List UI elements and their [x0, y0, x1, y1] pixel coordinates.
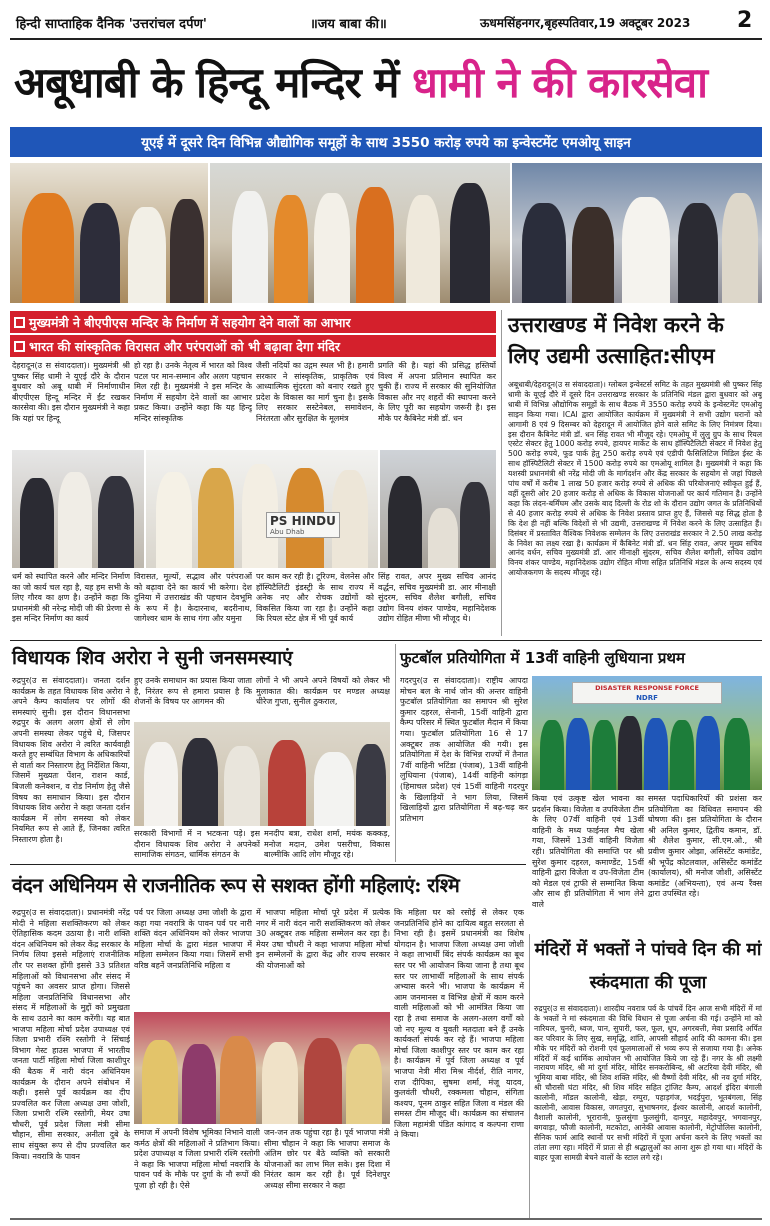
lead-bottom-col-1: धर्म को स्थापित करने और मन्दिर निर्माण का जो कार्य चल रहा है, यह हम सभी के लिए गौरव का क्षण है। उन्होंने कहा कि प्रधानमंत्री श्री नरेन्द्र मोदी जी की प्रेरणा से इस मन्दिर निर्माण का कार्य	[12, 572, 130, 624]
lead-headline	[14, 42, 762, 124]
lead-col-1: देहरादून(उ स संवाददाता)। मुख्यमंत्री श्री पुष्कर सिंह धामी ने यूएई दौरे के दौरान बुधवार को अबू धाबी में निर्माणाधीन बीएपीएस हिन्दू मन्दिर में ईंट रखकर कारसेवा की। इस दौरान मुख्यमंत्री ने कहा कि यहां पर हिन्दू	[12, 361, 130, 423]
masthead-dateline: ऊधमसिंहनगर,बृहस्पतिवार,19 अक्टूबर 2023	[480, 16, 691, 30]
football-photo	[532, 676, 762, 790]
women-col-4: कि महिला घर को रसोई से लेकर एक जनप्रतिनिधि होने का दायित्व बहुत सरलता से निभा रही है। इसमें प्रधानमंत्री का विशेष योगदान है। भाजपा जिला अध्यक्ष उमा जोशी ने कहा लाभार्थी बिंद संपर्क कार्यक्रम का बूथ स्तर पर भी आयोजन किया जाना है तथा बूथ स्तर पर लाभार्थी महिलाओं के साथ संपर्क अभ्यास करने भी। भाजपा के कार्यक्रम में आम जनमानस व विभिन्न क्षेत्रों में काम करने वाली महिलाओं को भी आमंत्रित किया जा रहा है तथा समाज के अलग-अलग वर्गों को जो नए मूल्य व युवती मतदाता बने हैं उनके कार्यकर्ता संपर्क कर रहे हैं। भाजपा महिला मोर्चा जिला काशीपुर स्तर पर काम कर रहा है। कार्यक्रम में पूर्व जिला अध्यक्ष व पूर्व भाजपा नेत्री मीरा मिश्र नीर्दर्श, रीति नागर, राज दीपिका, सुषमा शर्मा, मंजू यादव, कुलवंती चौधरी, रक्कमला चौहान, संगिता कश्यप, पूनम ठाकुर सहित जिला व मंडल की समस्त टीम मौजूद थी। कार्यक्रम का संचालन जिला महामंत्री पंडित कांगाद व कल्पना राणा ने किया।	[394, 908, 524, 1140]
women-headline: वंदन अधिनियम से राजनीतिक रूप से सशक्त होंगी महिलाएं: रश्मि	[12, 874, 460, 897]
lead-subhead-bar	[10, 127, 762, 157]
lead-photo-2	[210, 163, 510, 303]
mandir-body: रुद्रपुर(उ स संवाददाता)। शारदीय नवरात्र पर्व के पांचवें दिन आज सभी मंदिरों में मां के भक्तों ने मां स्कंदमाता की विधि विधान से पूजा अर्चना की गई। उन्होंने मां को नारियल, चुनरी, ध्वज, पान, सुपारी, फल, फूल, धूप, अगरबत्ती, मेवा प्रसादि अर्पित कर परिवार के लिए सुख, समृद्धि, शांति, आपसी सौहार्द आदि की कामना की। इस मौके पर मंदिरों को रोशनी एवं फूलमालाओं से भव्य रूप से सजाया गया है। अनेक मंदिरों में कई धार्मिक आयोजन भी आयोजित किये जा रहे हैं। नगर के श्री लक्ष्मी नारायण मंदिर, श्री मां दुर्गा मंदिर, मोदिर सनकरोबिन्द, श्री अटरिया देवी मंदिर, श्री भूमिया बाबा मंदिर, श्री शिव शक्ति मंदिर, श्री वैष्णों देवी मंदिर, श्री नव दुर्गा मंदिर, श्री चौरासी घंटा मंदिर, श्री शिव मंदिर सहित ट्रांजिट कैम्प, आदर्श इंदिरा बंगाली कालोनी, मॉडल कालोनी, खेड़ा, रम्पुरा, पहाड़गंज, भदईपुरा, भूतबंगला, सिंह कालोनी, आवास विकास, जगतपुरा, सुभाषनगर, ईश्वर कालोनी, आदर्श कालोनी, वैशाली कालोनी, भूरारानी, फुलसुंगा फुलसुंगी, दानपुर, महादेवपुर, भगवानपुर, बगवाड़ा, फौजी कालोनी, मटकोटा, आनेकी आवास कालोनी, मेट्रोपोलिस कालोनी, सैनिक फार्म आदि स्थानों पर सभी मंदिरों में पूजा अर्चना करने के लिए भक्तों का तांता लगा रहा। मंदिरों में प्रातः से ही श्रद्धालुओं का आना शुरू हो गया था। मंदिरों के बाहर पूजा सामग्री बेचने वालों के स्टाल लगे रहे।	[534, 1004, 762, 1162]
masthead-title: हिन्दी साप्ताहिक दैनिक 'उत्तरांचल दर्पण'	[16, 17, 207, 32]
women-photo	[134, 1012, 390, 1124]
lead-col-3: जैसी नदियों का उद्गम स्थल भी है। हमारी सरकार ने सांस्कृतिक, प्राकृतिक एवं आध्यात्मिक सुंदरता को बनाए रखते हुए प्रदेश के विकास का मार्ग चुना है। इसके लिए सरकार सस्टेनेबल, समावेशन, निरंतरता और सुरक्षित के मूलमंत्र	[256, 361, 374, 423]
investment-headline: उत्तराखण्ड में निवेश करने के लिए उद्यमी उत्साहित:सीएम	[508, 313, 724, 368]
lead-bottom-col-4: सिंह रावत, अपर मुख्य सचिव आनंद वर्द्धन, सचिव मुख्यमंत्री डा. आर मीनाक्षी सुंदरम, सचिव शैलेश बगौली, सचिव उद्योग विनय शंकर पाण्डेय, महानिदेशक उद्योग रोहित मीणा भी मौजूद थे।	[378, 572, 496, 624]
mla-photo	[134, 722, 390, 826]
women-col-3b: जन-जन तक पहुंचा रहा है। पूर्व भाजपा मंत्री सीमा चौहान ने कहा कि भाजपा समाज के अंतिम छोर पर बैठे व्यक्ति को सरकारी योजनाओं का लाभ मिल सके। इस दिशा में निरंतर काम कर रही है। पूर्व दिनेशपुर अध्यक्ष सीमा सरकार ने कहा	[264, 1128, 390, 1190]
football-headline: फुटबॉल प्रतियोगिता में 13वीं वाहिनी लुधियाना प्रथम	[400, 649, 685, 667]
women-col-3: में भाजपा महिला मोर्चा पूरे प्रदेश में प्रत्येक नगर में नारी वंदन नारी सशक्तिकरण को लेकर 30 अक्टूबर तक महिला सम्मेलन कर रहा है। मेयर उषा चौधरी ने कहा भाजपा महिला मोर्चा इन सम्मेलनों के द्वारा केंद्र और राज्य सरकार की योजनाओं को	[256, 908, 390, 970]
lead-photo-1	[10, 163, 208, 303]
football-col-1: गदरपुर(उ स संवाददाता)। राष्ट्रीय आपदा मोचन बल के नार्थ जोन की अन्तर वाहिनी फुटबॉल प्रतियोगिता का समापन श्री सुरेश कुमार दहरल, सेनानी, 15वीं वाहिनी द्वारा कैम्प परिसर में स्थित फुटबॉल मैदान में किया गया। फुटबॉल प्रतियोगिता 16 से 17 अक्टूबर तक आयोजित की गयी। इस प्रतियोगिता में देश के विभिन्न राज्यों में तैनात 7वीं वाहिनी भटिंडा (पंजाब), 13वीं वाहिनी लुधियाना (पंजाब), 14वीं वाहिनी कांगड़ा (हिमाचल प्रदेश) एवं 15वीं वाहिनी गदरपुर के खिलाड़ियों ने भाग लिया, जिसमें खिलाड़ियों द्वारा प्रतियोगिता में बढ़-चढ़ कर प्रतिभाग	[400, 676, 528, 823]
lead-headline-part1: अबूधाबी के हिन्दू मन्दिर में	[14, 58, 399, 107]
mla-col-2b: सरकारी विभागों में न भटकना पड़े। इस दौरान विधायक शिव अरोरा ने अपनेकों सामाजिक संगठन, धार्मिक संगठन के	[134, 829, 260, 860]
lead-col-2: हो रहा है। उनके नेतृत्व में भारत को विश्व पटल पर मान-सम्मान और अलग पहचान मिल रही है। मुख्यमंत्री ने इस मन्दिर के निर्माण में सहयोग देने वालों का आभार प्रकट किया। उन्होंने कहा कि यह हिन्दू मन्दिर सांस्कृतिक	[134, 361, 252, 423]
lead-subhead: यूएई में दूसरे दिन विभिन्न औद्योगिक समूहों के साथ 3550 करोड़ रुपये का इन्वेस्टमेंट एमओयू साइन	[141, 135, 631, 151]
footer-rule	[10, 1218, 762, 1220]
women-col-1: रुद्रपुर(उ स संवाददाता)। प्रधानमंत्री नरेंद्र मोदी ने महिला सशक्तिकरण को लेकर ऐतिहासिक कदम उठाया है। नारी शक्ति वंदन अधिनियम को लेकर केंद्र सरकार के निर्णय लिया इससे महिलाएं राजनीतिक तौर पर सशक्त होंगी इससे 33 प्रतिशत महिलाओं को विधानसभा और संसद में पहुंचने का अवसर प्राप्त होगा। जिससे महिला जनप्रतिनिधि विधानसभा और संसद में महिलाओं के मुद्दों को प्रमुखता के साथ उठाने का काम करेंगी। यह बात भाजपा महिला मोर्चा प्रदेश उपाध्यक्ष एवं जिला प्रभारी रश्मि रस्तोगी ने सिंचाई विभाग गेस्ट हाउस भाजपा में भारतीय जनता पार्टी महिला मोर्चा जिला काशीपुर की बैठक में नारी वंदन अधिनियम कार्यक्रम के दौरान अपने संबोधन में कही। इससे पूर्व कार्यक्रम का दीप प्रज्वलित कर जिला अध्यक्ष उमा जोशी, जिला प्रभारी रश्मि रस्तोगी, मेयर उषा चौधरी, पूर्व प्रदेश जिला मंत्री सीमा चौहान, सीमा सरकार, अनीता दुबे के साथ संयुक्त रूप से दीप प्रज्वलित कर किया। नवरात्रि के पावन	[12, 908, 130, 1161]
masthead-motto: ॥जय बाबा की॥	[310, 17, 387, 32]
mandir-headline: मंदिरों में भक्तों ने पांचवे दिन की मां स्कंदमाता की पूजा	[534, 940, 762, 993]
lead-photo-4	[12, 450, 144, 568]
photo-banner: DISASTER RESPONSE FORCE NDRF	[572, 682, 722, 704]
lead-headline-part2: धामी ने की कारसेवा	[412, 58, 707, 107]
lead-kicker-1: मुख्यमंत्री ने बीएपीएस मन्दिर के निर्माण में सहयोग देने वालों का आभार	[10, 311, 496, 333]
lead-col-4: प्रगति की है। यहां की प्रसिद्ध हस्तियों विश्व में अपना प्रतिमान स्थापित कर चुकी हैं। राज्य में सरकार की सुनियोजित विकास और नए शहरों की स्थापना करने के लिए पूरी का सहयोग जरूरी है। इस मौके पर कैबिनेट मंत्री डॉ. धन	[378, 361, 496, 423]
masthead	[10, 8, 762, 38]
mla-col-2: हुए उनके समाधान का प्रयास किया जाता है, निरंतर रूप से हमारा प्रयास है कि शेजनों के विषय पर आगमन की	[134, 676, 252, 707]
football-col-2: किया एवं उत्कृष्ट खेल भावना का प्रदर्शन किया। विजेता व उपविजेता टीम के लिए 07वीं वाहिनी एवं 13वीं वाहिनी के मध्य फाईनल मैच खेला गया, जिसमें 13वीं वाहिनी विजेता रही। प्रतियोगिता की समाप्ति पर श्री सुरेश कुमार दहरल, कमाण्डेंट, 15वीं वाहिनी द्वारा विजेता व उप-विजेता टीम को मेडल एवं ट्राफी से सम्मानित किया और साथ ही प्रतियोगिता में भाग लेने वाले	[532, 794, 644, 909]
lead-bottom-col-2: विरासत, मूल्यों, सद्भाव और परंपराओं को बढ़ावा देने का कार्य भी करेगा। देश दुनिया में उत्तराखंड की पहचान देवभूमि के रूप में है। केदारनाथ, बदरीनाथ, जागेश्वर धाम के साथ गंगा और यमुना	[134, 572, 252, 624]
football-col-3: समस्त पदाधिकारियों की प्रशंसा कर प्रतियोगिता का विधिवत समापन की घोषणा की। इस प्रतियोगिता के दौरान श्री अनिल कुमार, द्वितीय कमान, डॉ. श्री शैलेश कुमार, सी.एम.ओ., श्री प्रवीण कुमार ओझा, असिस्टेंट कमांडेंट, श्री भूपेंद्र कोटलवाल, असिस्टेंट कमांडेंट (कार्यालय), श्री मनोज जोशी, असिस्टेंट कमांडेंट (अभियन्ता), एवं अन्य रैंक्स द्वारा उपस्थित रहे।	[648, 794, 762, 899]
lead-kicker-2: भारत की सांस्कृतिक विरासत और परंपराओं को भी बढ़ावा देगा मंदिर	[10, 335, 496, 357]
lead-bottom-col-3: पर काम कर रही है। टूरिज्म, वेलनेस और हॉस्पिटैलिटी इंडस्ट्री के साथ राज्य में अनेक नए और रोचक उद्योगों को विकसित किया जा रहा है। उन्होंने कहा कि रियल स्टेट क्षेत्र में भी पूर्व कार्य	[256, 572, 374, 624]
photo-sign: PS HINDU Abu Dhab	[266, 512, 340, 538]
investment-body: अबूधाबी/देहरादून(उ स संवाददाता)। ग्लोबल इन्वेस्टर्स समिट के तहत मुख्यमंत्री श्री पुष्कर सिंह धामी के यूएई दौरे में दूसरे दिन उत्तराखण्ड सरकार के प्रतिनिधि मंडल द्वारा बुधवार को अबू धाबी में विभिन्न औद्योगिक समूहों के साथ बैठक में 3550 करोड़ रुपये के इन्वेस्टमेंट एमओयू साइन किया गया। ICAI द्वारा आयोजित कार्यक्रम में मुख्यमंत्री ने सभी उद्योग घरानों को आगामी 8 एवं 9 दिसम्बर को देहरादून में आयोजित होने वाले समिट के लिए निमंत्रण दिया। इस दौरान कैबिनेट मंत्री डॉ. धन सिंह रावत भी मौजूद रहे। एमओयू में लुलु ग्रुप के साथ रियल एस्टेट सेक्टर हेतु 1000 करोड़ रुपये, हायपर मार्केट के साथ हॉस्पिटैलिटी सेक्टर में निवेश हेतु 500 करोड़ रुपये, फूड पार्क हेतु 250 करोड़ रुपये एवं एडीपी फैसिलिटिज मिडिल ईस्ट के साथ हॉस्पिटैलिटी सेक्टर में 1500 करोड़ रुपये का एमओयू शामिल है। मुख्यमंत्री ने कहा कि यशस्वी प्रधानमंत्री श्री नरेंद्र मोदी जी के मार्गदर्शन और केंद्र सरकार के सहयोग से जहां पिछले पांच वर्षों में करीब 1 लाख 50 हजार करोड़ रुपये से अधिक की परियोजनाएं स्वीकृत हुई हैं, वहीं दूसरी ओर 20 हजार करोड़ से अधिक के विकास योजनाओं पर कार्य गतिमान है। उन्होंने कहा कि लंदन-बर्मिंघम और उसके बाद दिल्ली के रोड शो के दौरान उद्योग जगत के प्रतिनिधियों से 40 हजार करोड़ रुपये से अधिक के निवेश प्रस्ताव प्राप्त हुए हैं, जिससे यह सिद्ध होता है कि देश ही नहीं बल्कि विदेशों से भी उद्यमी, उत्तराखण्ड में निवेश करने के लिए उत्साहित हैं। दिसंबर में प्रस्तावित वैश्विक निवेशक सम्मेलन के लिए उत्तराखंड सरकार ने 2.50 लाख करोड़ के निवेश का लक्ष्य रखा है। कार्यक्रम में कैबिनेट मंत्री डॉ. धन सिंह रावत, अपर मुख्य सचिव आनंद वर्धन, सचिव मुख्यमंत्री डॉ. आर मीनाक्षी सुंदरम, सचिव शैलेश बगौली, सचिव उद्योग विनय शंकर पाण्डेय, महानिदेशक उद्योग रोहित मीणा सहित प्रतिनिधि मंडल के अन्य सदस्य एवं आयोजकगण के सदस्य मौजूद रहे।	[508, 380, 762, 578]
women-col-2b: समाज में अपनी विशेष भूमिका निभाने वाली कर्मठ क्षेत्रों की महिलाओं ने प्रतिभाग किया। प्रदेश उपाध्यक्ष व जिला प्रभारी रश्मि रस्तोगी ने कहा कि भाजपा महिला मोर्चा नवरात्रि के पावन पर्व के मौके पर दुर्गा के नौ रूपों की पूजा हो रही है। ऐसे	[134, 1128, 260, 1190]
page-number: 2	[737, 8, 753, 33]
lead-photo-5	[146, 450, 378, 568]
mla-col-3b: मनदीप बत्रा, राधेश शर्मा, मयंक कक्कड़, मनोज मदान, उमेश पसरीचा, विकास बाल्मीकि आदि लोग मौजूद रहे।	[264, 829, 390, 860]
lead-photo-3	[512, 163, 762, 303]
mla-col-1: रुद्रपुर(उ स संवाददाता)। जनता दर्शन कार्यक्रम के तहत विधायक शिव अरोरा ने अपने कैम्प कार्यालय पर लोगों की समस्याएं सुनी। इस दौरान विधानसभा रुद्रपुर के अलग अलग क्षेत्रों से लोग अपनी समस्या लेकर पहुंचे थे, जिसपर विधायक शिव अरोरा ने त्वरित कार्यवाही करते हुए सम्बंधित विभाग के अधिकारियों से वार्ता कर निस्तारण हेतु निर्देशित किया, जिसमें मुख्यतः पेंशन, राशन कार्ड, बिजली कनेक्शन, व रोड निर्माण हेतु जैसे विषय का समाधान किया। इस दौरान विधायक शिव अरोरा ने कहा जनता दर्शन कार्यक्रम में लोग समस्या को लेकर नियमित रूप से आते हैं, जिनका त्वरित निस्तारण होता है।	[12, 676, 130, 844]
masthead-rule	[10, 38, 762, 40]
women-col-2: पर्व पर जिला अध्यक्ष उमा जोशी के द्वारा कहा गया नवरात्रि के पावन पर्व पर नारी शक्ति वंदन अधिनियम को लेकर भाजपा महिला मोर्चा के द्वारा मंडल भाजपा में महिला सम्मेलन किया गया। जिसमें सभी वरिष्ठ बहनें जनप्रतिनिधि महिला व	[134, 908, 252, 970]
lead-photo-6	[380, 450, 496, 568]
mla-col-3: लोगों ने भी अपने अपने विषयों को लेकर भी मुलाकात की। कार्यक्रम पर मण्डल अध्यक्ष धीरेज गुप्ता, सुनील ठुकराल,	[256, 676, 390, 707]
mla-headline: विधायक शिव अरोरा ने सुनी जनसमस्याएं	[12, 647, 293, 669]
